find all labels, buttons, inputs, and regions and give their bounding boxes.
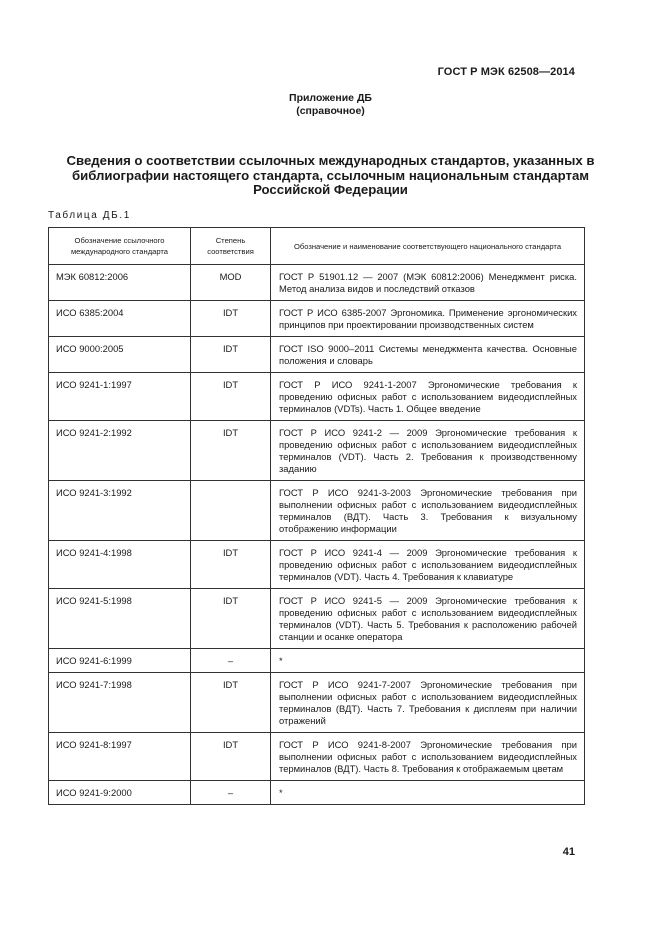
cell-international-standard: ИСО 9241-5:1998 — [49, 589, 191, 649]
cell-international-standard: ИСО 9241-2:1992 — [49, 421, 191, 481]
section-heading: Сведения о соответствии ссылочных международных стандартов, указанных в библиографии настоящего стандарта, ссылочным национальным стандартам Российской Федерации — [66, 153, 595, 197]
cell-international-standard: ИСО 9241-3:1992 — [49, 481, 191, 541]
cell-national-standard: ГОСТ Р ИСО 6385-2007 Эргономика. Применение эргономических принципов при проектировании производственных систем — [271, 301, 585, 337]
cell-degree: – — [191, 781, 271, 805]
column-header-degree: Степень соответствия — [191, 228, 271, 265]
cell-international-standard: ИСО 9241-6:1999 — [49, 649, 191, 673]
cell-degree: IDT — [191, 589, 271, 649]
cell-international-standard: МЭК 60812:2006 — [49, 265, 191, 301]
table-row — [49, 781, 585, 805]
table-row — [49, 733, 585, 781]
table-row — [49, 673, 585, 733]
column-header-international-standard: Обозначение ссылочного международного стандарта — [49, 228, 191, 265]
cell-international-standard: ИСО 9241-1:1997 — [49, 373, 191, 421]
column-header-national-standard: Обозначение и наименование соответствующего национального стандарта — [271, 228, 585, 265]
appendix-subtitle: (справочное) — [296, 105, 365, 117]
table-row — [49, 421, 585, 481]
cell-national-standard: ГОСТ Р ИСО 9241-2 — 2009 Эргономические требования к проведению офисных работ с использованием видеодисплейных терминалов (VDT). Часть 2. Требования к производственному заданию — [271, 421, 585, 481]
table-caption: Таблица ДБ.1 — [48, 210, 131, 221]
cell-international-standard: ИСО 9241-4:1998 — [49, 541, 191, 589]
table-row — [49, 589, 585, 649]
cell-national-standard: * — [271, 649, 585, 673]
cell-degree: IDT — [191, 421, 271, 481]
cell-national-standard: ГОСТ Р ИСО 9241-4 — 2009 Эргономические требования к проведению офисных работ с использованием видеодисплейных терминалов (VDT). Часть 4. Требования к клавиатуре — [271, 541, 585, 589]
correspondence-table — [48, 227, 585, 805]
table-row — [49, 337, 585, 373]
cell-degree: IDT — [191, 733, 271, 781]
page-number: 41 — [562, 846, 575, 858]
cell-national-standard: ГОСТ ISO 9000–2011 Системы менеджмента качества. Основные положения и словарь — [271, 337, 585, 373]
cell-international-standard: ИСО 9241-9:2000 — [49, 781, 191, 805]
cell-degree: IDT — [191, 373, 271, 421]
table-row — [49, 265, 585, 301]
table-body — [49, 265, 585, 805]
appendix-label — [0, 92, 661, 118]
cell-degree: IDT — [191, 301, 271, 337]
table-row — [49, 649, 585, 673]
cell-national-standard: ГОСТ Р ИСО 9241-8-2007 Эргономические требования при выполнении офисных работ с использованием видеодисплейных терминалов (ВДТ). Часть 8. Требования к отображаемым цветам — [271, 733, 585, 781]
cell-international-standard: ИСО 9000:2005 — [49, 337, 191, 373]
cell-international-standard: ИСО 6385:2004 — [49, 301, 191, 337]
cell-degree — [191, 481, 271, 541]
cell-national-standard: ГОСТ Р ИСО 9241-7-2007 Эргономические требования при выполнении офисных работ с использованием видеодисплейных терминалов (ВДТ). Часть 7. Требования к дисплеям при наличии отражений — [271, 673, 585, 733]
table-row — [49, 301, 585, 337]
cell-international-standard: ИСО 9241-7:1998 — [49, 673, 191, 733]
cell-degree: IDT — [191, 541, 271, 589]
cell-degree: IDT — [191, 673, 271, 733]
cell-national-standard: ГОСТ Р 51901.12 — 2007 (МЭК 60812:2006) Менеджмент риска. Метод анализа видов и последствий отказов — [271, 265, 585, 301]
cell-national-standard: * — [271, 781, 585, 805]
table-row — [49, 541, 585, 589]
cell-national-standard: ГОСТ Р ИСО 9241-1-2007 Эргономические требования к проведению офисных работ с использованием видеодисплейных терминалов (VDTs). Часть 1. Общее введение — [271, 373, 585, 421]
cell-national-standard: ГОСТ Р ИСО 9241-3-2003 Эргономические требования при выполнении офисных работ с использованием видеодисплейных терминалов (ВДТ). Часть 3. Требования к визуальному отображению информации — [271, 481, 585, 541]
cell-international-standard: ИСО 9241-8:1997 — [49, 733, 191, 781]
table-row — [49, 481, 585, 541]
cell-degree: MOD — [191, 265, 271, 301]
cell-degree: IDT — [191, 337, 271, 373]
appendix-title: Приложение ДБ — [289, 92, 372, 104]
document-code: ГОСТ Р МЭК 62508—2014 — [437, 66, 575, 78]
table-row — [49, 373, 585, 421]
table-header-row — [49, 228, 585, 265]
cell-national-standard: ГОСТ Р ИСО 9241-5 — 2009 Эргономические требования к проведению офисных работ с использованием видеодисплейных терминалов (VDT). Часть 5. Требования к расположению рабочей станции и осанке оператора — [271, 589, 585, 649]
cell-degree: – — [191, 649, 271, 673]
